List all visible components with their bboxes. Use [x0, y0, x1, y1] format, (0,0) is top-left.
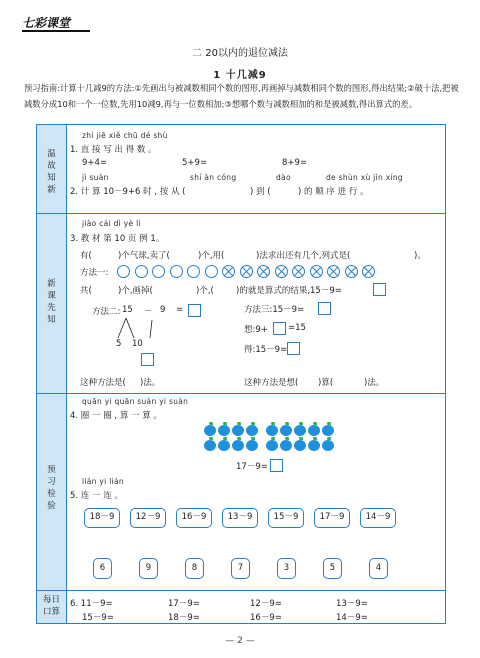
q1-text: 1. 直 接 写 出 得 数 。 — [70, 145, 157, 155]
apple-icon[interactable] — [246, 440, 258, 451]
line3-part: )的就是算式的结果,15－9= — [236, 286, 342, 296]
match-card-top[interactable]: 18－9 — [84, 508, 120, 528]
crossed-circle — [327, 265, 340, 278]
daily-item: 13－9= — [336, 599, 368, 609]
summary-b: 这种方法是想( — [244, 378, 299, 388]
q1-item: 5+9= — [182, 158, 208, 168]
q3-pinyin: jiào cái dì yè lì — [82, 219, 141, 228]
daily-item: 15－9= — [82, 613, 114, 623]
circle — [205, 265, 218, 278]
answer-box[interactable] — [141, 353, 154, 366]
answer-box[interactable] — [270, 459, 283, 472]
line1-part: )个气球,卖了( — [118, 251, 170, 261]
daily-item: 16－9= — [250, 613, 282, 623]
match-card-bottom[interactable]: 6 — [93, 558, 112, 579]
match-card-top[interactable]: 14－9 — [360, 508, 396, 528]
side-label-preview — [36, 464, 67, 512]
section-title: 二 20以内的退位减法 — [192, 48, 288, 59]
crossed-circle — [240, 265, 253, 278]
match-card-top[interactable]: 15－9 — [268, 508, 304, 528]
brand-underline — [22, 30, 90, 32]
daily-item: 12－9= — [250, 599, 282, 609]
apple-icon[interactable] — [218, 440, 230, 451]
side-label-text: 新课先知 — [47, 279, 56, 325]
match-card-bottom[interactable]: 9 — [139, 558, 158, 579]
preview-guide: 预习指南:计算十几减9的方法:①先画出与被减数相同个数的图形,再画掉与减数相同个数的图形,得出结果;②破十法,把被减数分成10和一个一位数,先用10减9,再与一位数相加;③想哪个数与减数相加的和是被减数,得出算式的差。 — [24, 83, 459, 109]
q1-pinyin: zhí jiē xiě chū dé shù — [82, 131, 168, 140]
q5-pinyin: lián yi lián — [82, 477, 124, 486]
method2-label: 方法二: — [92, 307, 121, 317]
q2-pinyin: dào — [276, 173, 291, 182]
apple-icon[interactable] — [232, 440, 244, 451]
match-card-bottom[interactable]: 5 — [323, 558, 342, 579]
crossed-circle — [222, 265, 235, 278]
q5-text: 5. 连 一 连 。 — [70, 491, 123, 501]
crossed-circle — [292, 265, 305, 278]
summary-b: )算( — [318, 378, 334, 388]
side-label-text: 每日口算 — [42, 595, 60, 617]
apple-icon[interactable] — [280, 440, 292, 451]
apple-icon[interactable] — [232, 425, 244, 436]
crossed-circle — [257, 265, 270, 278]
crossed-circle — [310, 265, 323, 278]
match-card-bottom[interactable]: 8 — [185, 558, 204, 579]
think-eq: =15 — [288, 323, 306, 333]
m2-op: － — [144, 307, 153, 317]
side-label-text: 预习检验 — [47, 465, 56, 511]
apple-icon[interactable] — [204, 425, 216, 436]
circle — [187, 265, 200, 278]
apple-icon[interactable] — [266, 440, 278, 451]
circle — [135, 265, 148, 278]
crossed-circle — [362, 265, 375, 278]
crossed-circle — [345, 265, 358, 278]
q2-text: ) 到 ( — [250, 187, 271, 197]
apple-icon[interactable] — [322, 425, 334, 436]
circle — [170, 265, 183, 278]
apple-icon[interactable] — [294, 440, 306, 451]
answer-box[interactable] — [318, 302, 331, 315]
divider — [36, 213, 446, 214]
match-card-top[interactable]: 17－9 — [314, 508, 350, 528]
side-label-text: 温故知新 — [47, 149, 56, 195]
apple-icon[interactable] — [218, 425, 230, 436]
crossed-circle — [275, 265, 288, 278]
q4-text: 4. 圈 一 圈 , 算 一 算 。 — [70, 411, 162, 421]
daily-item: 6. 11－9= — [70, 599, 113, 609]
line3-part: 共( — [80, 286, 92, 296]
brand-logo: 七彩课堂 — [22, 16, 71, 30]
q4-equation: 17－9= — [236, 462, 268, 472]
m2-equals: = — [176, 305, 184, 315]
side-label-daily — [36, 594, 67, 618]
apple-icon[interactable] — [246, 425, 258, 436]
summary-a: 这种方法是( — [80, 378, 126, 388]
q2-text: ) 的 顺 序 进 行 。 — [298, 187, 369, 197]
q2-text: 2. 计 算 10－9+6 时 , 按 从 ( — [70, 187, 186, 197]
answer-box[interactable] — [373, 283, 386, 296]
summary-b: )法。 — [364, 378, 385, 388]
method3-label: 方法三:15－9= — [244, 305, 305, 315]
q3-text: 3. 教 材 第 10 页 例 1。 — [70, 234, 165, 244]
match-card-top[interactable]: 13－9 — [222, 508, 258, 528]
worksheet-frame — [36, 124, 446, 624]
q1-item: 8+9= — [282, 158, 308, 168]
daily-item: 18－9= — [168, 613, 200, 623]
circle — [152, 265, 165, 278]
apple-icon[interactable] — [266, 425, 278, 436]
divider — [36, 393, 446, 394]
split-part: 5 — [116, 339, 122, 349]
summary-a: )法。 — [140, 378, 161, 388]
apple-icon[interactable] — [308, 425, 320, 436]
think-label: 想:9+ — [244, 325, 268, 335]
divider — [36, 590, 446, 591]
line1-part: 有( — [80, 251, 92, 261]
split-part: 10 — [132, 339, 143, 349]
m2-subtrahend: 9 — [160, 305, 166, 315]
side-label-review — [36, 148, 67, 196]
q2-pinyin: shí àn cóng — [190, 173, 237, 182]
line1-part: )。 — [414, 251, 426, 261]
method1-label: 方法一: — [80, 268, 109, 278]
side-label-new — [36, 278, 67, 326]
line3-part: )个,( — [196, 286, 214, 296]
match-card-top[interactable]: 16－9 — [176, 508, 212, 528]
q4-pinyin: quān yi quān suàn yi suàn — [82, 397, 189, 406]
apple-icon[interactable] — [308, 440, 320, 451]
match-card-top[interactable]: 12－9 — [130, 508, 166, 528]
apple-icon[interactable] — [294, 425, 306, 436]
match-card-bottom[interactable]: 4 — [369, 558, 388, 579]
daily-item: 17－9= — [168, 599, 200, 609]
page-number: — 2 — — [225, 636, 255, 646]
answer-box[interactable] — [188, 304, 201, 317]
daily-item: 14－9= — [336, 613, 368, 623]
lesson-title: 1 十几减9 — [213, 70, 267, 81]
m2-minuend: 15 — [122, 305, 133, 315]
apple-icon[interactable] — [322, 440, 334, 451]
line3-part: )个,画掉( — [118, 286, 153, 296]
q2-pinyin: jì suàn — [82, 173, 109, 182]
q1-item: 9+4= — [82, 158, 108, 168]
match-card-bottom[interactable]: 7 — [231, 558, 250, 579]
result-label: 得:15－9= — [244, 345, 288, 355]
apple-icon[interactable] — [280, 425, 292, 436]
apple-icon[interactable] — [204, 440, 216, 451]
answer-box[interactable] — [287, 342, 300, 355]
line1-part: )法求出还有几个,列式是( — [256, 251, 351, 261]
match-card-bottom[interactable]: 3 — [277, 558, 296, 579]
answer-box[interactable] — [273, 322, 286, 335]
q2-pinyin: de shùn xù jìn xíng — [326, 173, 403, 182]
line1-part: )个,用( — [198, 251, 225, 261]
circle — [117, 265, 130, 278]
